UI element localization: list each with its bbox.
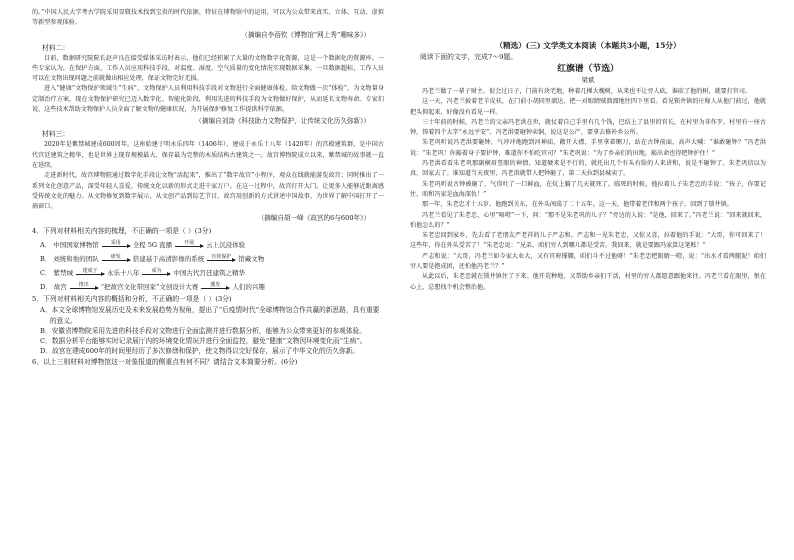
option-text: 故宫在建成600年的时间里经历了多次修缮和保护，使文物得以完好保存，展示了中华文化的历久弥新。 [52, 347, 360, 356]
flow-node: 刘统和他的团队 [53, 254, 99, 263]
material2-paragraph-1: 目前，数据研究院院长赵声良在接受媒体采访时表示，他们已经积累了大量的文物数字化资源，这是一个数据化的资源库。一些专家认为，在保护方面，工作人员应用科技手段，对温度、湿度、空气质量的变化情况实现数据采集，一旦数据超标，工作人员可以在文物出现问题之前就做出相应处理，保证文物完好无损。 [32, 54, 384, 83]
option-letter: C． [40, 268, 52, 277]
right-column [410, 8, 766, 556]
flow-node: 紫禁城 [53, 268, 73, 277]
flow-arrow: 成为 [142, 269, 170, 275]
question-4: 4．下列对材料相关内容的梳理，不正确的一项是（ ）(3分) [32, 227, 212, 236]
material2-heading: 材料二： [42, 43, 70, 52]
option-letter: D． [40, 347, 53, 356]
story-paragraph: 朱老忠回到家乡，先去看了老朋友严老祥的儿子严志和。严志和一见朱老忠，又惊又喜，拉着他的手说：“大哥，你可回来了！这些年，你在外头受苦了！”朱老忠说：“兄弟，咱们穷人到哪儿都是受苦。我回来，就是要跟冯家算这笔账！” [410, 232, 766, 250]
story-paragraph: 严志和说：“大哥，冯老兰如今家大业大，又有官府撑腰，咱们斗不过他呀！”朱老忠把眼睛一瞪，说：“出水才看两腿泥！咱们穷人要是抱成团，还怕他冯老兰？” [410, 252, 766, 271]
option-letter: A． [40, 306, 52, 315]
story-paragraph: 冯老洪看看朱老巩那副横眉竖眼的神情，知道硬来是不行的，就托出几个有头有脸的人来讲和，说是不砸钟了。朱老巩信以为真，回家去了。谁知道当天夜里，冯老洪就带人把钟砸了，第二天拉到县城卖了。 [410, 160, 766, 178]
option-text: 本文全球博物馆发展历史及未来发展趋势为视角，提出了“后疫情时代”全球博物馆合作共赢的新思路，具有重要的意义。 [50, 306, 380, 325]
material2-source: （摘编自刘劼《科技助力文物保护，让传统文化历久弥新》） [195, 117, 370, 126]
material3-heading: 材料三： [42, 130, 70, 139]
story-paragraph: 那一年，朱老忠才十五岁。他跑到关东，在外头闯荡了二十五年。这一天，他带着老伴和两个孩子，回到了锁井镇。 [422, 201, 733, 209]
flow-arrow: 激发 [201, 283, 229, 289]
flow-arrow: 有效保护 [207, 255, 235, 261]
q4-option-c[interactable] [32, 265, 384, 279]
reading-instruction: 阅读下面的文字，完成7～9题。 [420, 53, 518, 61]
left-column [32, 8, 384, 556]
flow-node: 故宫 [53, 282, 67, 291]
material3-source: （摘编自胡一峰《故宫的6与600年》） [257, 214, 370, 223]
section-title: （精选）(三) 文学类文本阅读（本题共3小题，15分） [495, 41, 681, 50]
q4-option-d[interactable] [32, 279, 384, 293]
q5-option-d[interactable] [32, 346, 384, 356]
flow-arrow: 建成于 [76, 269, 104, 275]
story-paragraph: 这一天，冯老兰披着老羊皮袄，在门前小胡同里溜达，把一对眼睛贼溜溜地往四下里看。看见锁井镇的庄稼人从他门前过，他就把头仰起来，好像没有看见一样。 [410, 98, 766, 116]
story-paragraph: 朱老巩听说古钟被砸了，气得吐了一口鲜血，在炕上躺了几天就死了。临死的时候，他拉着儿子朱老忠的手说：“孩子，你要记住，咱和冯家是血海深仇！” [410, 180, 766, 198]
flow-node: 搭建基于高清影像的系统 [132, 254, 205, 263]
option-letter: B． [40, 254, 52, 263]
story-paragraph: 三十年前的时候，冯老兰的父亲冯老洪在世，就仗着自己手里有几个钱，巴结上了县里的官长，在村里为非作歹。村里有一座古钟，铸着四个大字“永远平安”。冯老洪要砸钟卖铜，说这是公产，要拿去修补乡公所。 [410, 118, 766, 137]
material3-paragraph-2: 走进新时代，故宫博物院通过数字化手段让文物“活起来”，推出了“数字故宫”小程序，观众在线就能游览故宫；同时推出了一系列文化创意产品，深受年轻人喜爱，传统文化以新的形式走进千家万户。在这一过程中，故宫打开大门，让更多人能够近距离感受传统文化的魅力。从文物修复到数字展示，从文创产品到综艺节目，故宫用创新的方式讲述中国故事，为世界了解中国打开了一扇窗口。 [32, 172, 384, 211]
q5-option-a[interactable] [32, 305, 384, 325]
flow-node: 馆藏文物 [238, 254, 265, 263]
q5-option-b[interactable] [32, 326, 384, 336]
flow-node: 中国古代宫廷建筑之精华 [173, 268, 245, 277]
story-author: 梁斌 [581, 76, 595, 84]
option-letter: D． [40, 282, 52, 291]
flow-arrow: 开展 [175, 241, 203, 247]
material1-fragment: 的。”中国人民大学考古学院采用显微技术找到宝贵的时代依据，特征在博物馆中的运用，可以为公众带来真实、立体、互动、虚拟等新型参观体验。 [32, 9, 384, 27]
flow-node: 中国国家博物馆 [53, 240, 99, 249]
story-paragraph: 从此以后，朱老忠就在锁井镇住了下来。他开荒种地，又帮助乡亲们干活，村里的穷人都愿意跟他来往。冯老兰看在眼里，恨在心上，总想找个机会整治他。 [410, 273, 766, 291]
flow-arrow: 研发 [102, 255, 130, 261]
material1-source: （摘编自李蓓钦《博物馆“网上秀”趣味多》） [241, 30, 370, 39]
flow-node: 永乐十八年 [106, 268, 140, 277]
question-6: 6．以上三则材料对博物馆这一对象报道的侧重点有何不同？请结合文本简要分析。(6分) [32, 358, 298, 367]
material3-paragraph-1: 2020年是紫禁城建成600周年。这座始建于明永乐四年（1406年），建成于永乐十八年（1420年）的宫殿建筑群，是中国古代宫廷建筑之精华，也是世界上现存规模最大、保存最为完整的木质结构古建筑之一。故宫博物院成立以来，紫禁城的故事就一直在延续。 [32, 141, 384, 169]
option-letter: A． [40, 240, 52, 249]
flow-node: 全程 5G 直播 [132, 240, 173, 249]
flow-node: “把故宫文化带回家”文创设计大赛 [100, 282, 199, 291]
material2-paragraph-2: 进入“健康”文物保护领域生“生病”，文物保护人员利用科技手段对文物进行全面健康体检，给文物做一次“体检”，为文物量身定制治疗方案，现在文物保护研究已迈入数字化、智能化阶段，利用先进的科技手段为文物做好保护，从而延长文物寿命。专家们说，这些技术帮助文物保护人员全面了解文物的健康状况，为开展保护修复工作提供科学依据。 [32, 85, 384, 114]
question-5: 5．下列对材料相关内容的概括和分析，不正确的一项是（ ）(3分) [32, 295, 232, 304]
flow-arrow: 推出 [70, 283, 98, 289]
q4-option-b[interactable] [32, 251, 384, 265]
flow-node: 云上沉浸体验 [206, 240, 246, 249]
option-letter: C． [40, 337, 52, 346]
q5-option-c[interactable] [32, 336, 384, 346]
option-letter: B． [40, 326, 52, 335]
flow-arrow: 采用 [102, 241, 130, 247]
story-title: 红旗谱（节选） [557, 64, 619, 74]
story-paragraph: 朱老巩听说冯老洪要砸钟，气冲冲地跑到河神庙，敞开大襟，手里拿着铡刀，站在古钟前面，高声大喊：“谁敢砸钟？”冯老洪说：“朱老巩！你豁着身子要护钟，难道你不怕吃官司？”朱老巩说：“为了乡亲们的田地，豁出命也得把钟护住！” [410, 139, 766, 157]
flow-node: 人们的兴趣 [232, 282, 265, 291]
option-text: 数据分析平台能够实时记录展厅内的环境变化情况并进行全面监控，避免“健康”文物因环境变化而“生病”。 [51, 337, 367, 346]
q4-option-a[interactable] [32, 237, 384, 251]
option-text: 安徽省博物院采用先进的科技手段对文物进行全面监测并进行数据分析，能够为公众带来更好的参观体验。 [51, 326, 366, 335]
story-paragraph: 冯老兰看见了朱老忠，心里“咯噔”一下，问：“那不是朱老巩的儿子？”旁边的人说：“是他，回来了。”冯老兰说：“回来就回来，怕他怎么的？” [410, 211, 766, 229]
story-paragraph: 冯老兰做了一辈子财主，很会过日子，门前有块宅地，种着几棵大槐树，从来也不让旁人砍，谁砍了他的树，就要打官司。 [422, 88, 752, 95]
